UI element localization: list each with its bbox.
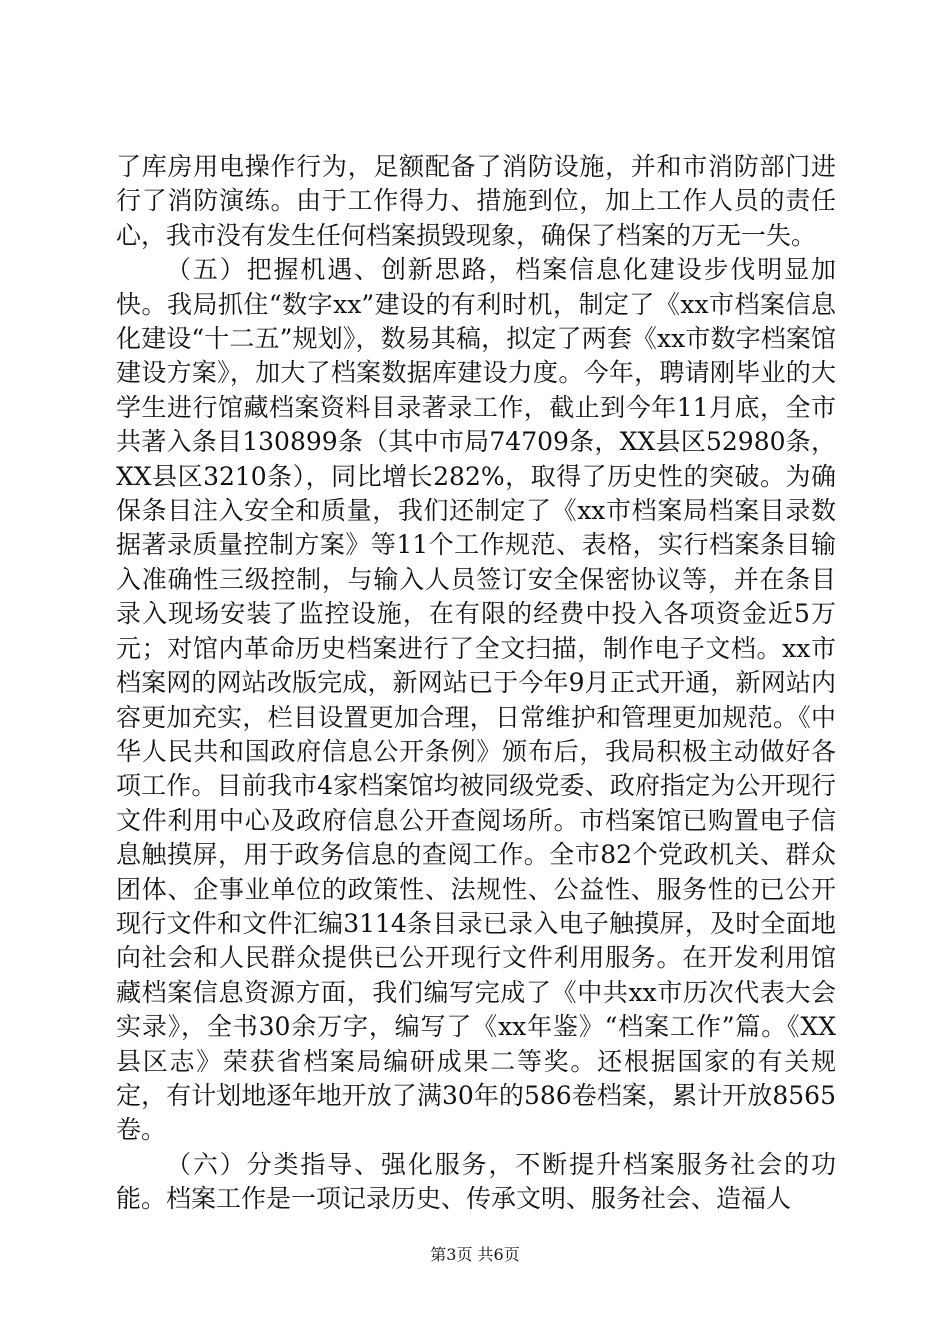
paragraph-section-six: （六）分类指导、强化服务，不断提升档案服务社会的功能。档案工作是一项记录历史、传承文明、服务社会、造福人: [116, 1149, 836, 1214]
page-number-footer: 第3页 共6页: [430, 1245, 520, 1264]
paragraph-continued: 了库房用电操作行为，足额配备了消防设施，并和市消防部门进行了消防演练。由于工作得力、措施到位，加上工作人员的责任心，我市没有发生任何档案损毁现象，确保了档案的万无一失。: [116, 152, 836, 250]
paragraph-section-five: （五）把握机遇、创新思路，档案信息化建设步伐明显加快。我局抓住“数字xx”建设的有利时机，制定了《xx市档案信息化建设“十二五”规划》，数易其稿，拟定了两套《xx市数字档案馆建设方案》，加大了档案数据库建设力度。今年，聘请刚毕业的大学生进行馆藏档案资料目录著录工作，截止到今年11月底，全市共著入条目130899条（其中市局74709条，XX县区52980条，XX县区3210条），同比增长282%，取得了历史性的突破。为确保条目注入安全和质量，我们还制定了《xx市档案局档案目录数据著录质量控制方案》等11个工作规范、表格，实行档案条目输入准确性三级控制，与输入人员签订安全保密协议等，并在条目录入现场安装了监控设施，在有限的经费中投入各项资金近5万元；对馆内革命历史档案进行了全文扫描，制作电子文档。xx市档案网的网站改版完成，新网站已于今年9月正式开通，新网站内容更加充实，栏目设置更加合理，日常维护和管理更加规范。《中华人民共和国政府信息公开条例》颁布后，我局积极主动做好各项工作。目前我市4家档案馆均被同级党委、政府指定为公开现行文件利用中心及政府信息公开查阅场所。市档案馆已购置电子信息触摸屏，用于政务信息的查阅工作。全市82个党政机关、群众团体、企事业单位的政策性、法规性、公益性、服务性的已公开现行文件和文件汇编3114条目录已录入电子触摸屏，及时全面地向社会和人民群众提供已公开现行文件利用服务。在开发利用馆藏档案信息资源方面，我们编写完成了《中共xx市历次代表大会实录》，全书30余万字，编写了《xx年鉴》“档案工作”篇。《XX县区志》荣获省档案局编研成果二等奖。还根据国家的有关规定，有计划地逐年地开放了满30年的586卷档案，累计开放8565卷。: [116, 255, 836, 1145]
body-text: [116, 150, 836, 1217]
